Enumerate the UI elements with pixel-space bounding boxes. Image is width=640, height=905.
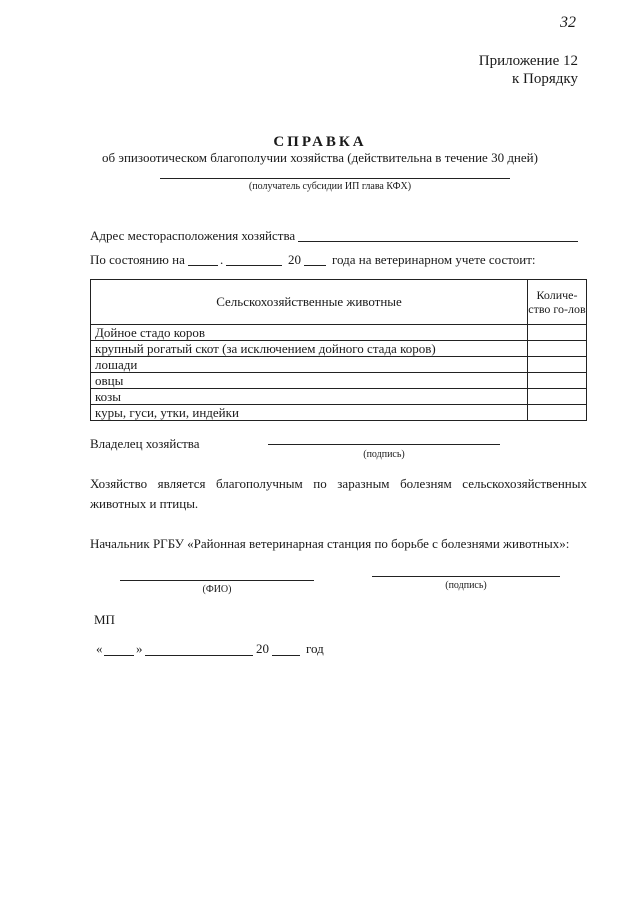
fio-line xyxy=(120,580,314,581)
status-suffix: года на ветеринарном учете состоит: xyxy=(332,252,536,267)
date-year-prefix: 20 xyxy=(256,641,269,656)
animal-count xyxy=(528,389,587,405)
head-signature-caption: (подпись) xyxy=(445,580,487,591)
appendix-reference xyxy=(479,52,578,88)
recipient-caption: (получатель субсидии ИП глава КФХ) xyxy=(248,181,412,192)
date-suffix: год xyxy=(306,641,324,656)
animals-table xyxy=(90,279,587,421)
animal-count xyxy=(528,373,587,389)
fio-caption: (ФИО) xyxy=(202,584,232,595)
animal-count xyxy=(528,341,587,357)
status-day-line xyxy=(188,265,218,266)
status-year-prefix: 20 xyxy=(288,252,301,267)
document-title: СПРАВКА xyxy=(273,134,367,150)
table-row xyxy=(91,325,587,341)
animal-name: Дойное стадо коров xyxy=(91,325,528,341)
animal-name: лошади xyxy=(91,357,528,373)
owner-label: Владелец хозяйства xyxy=(90,436,200,451)
document-subtitle: об эпизоотическом благополучии хозяйства (действительна в течение 30 дней) xyxy=(102,150,538,165)
table-row xyxy=(91,405,587,421)
welfare-statement: Хозяйство является благополучным по заразным болезням сельскохозяйственных животных и птицы. xyxy=(90,476,587,511)
head-label: Начальник РГБУ «Районная ветеринарная станция по борьбе с болезнями животных»: xyxy=(90,536,570,551)
animal-name: крупный рогатый скот (за исключением дойного стада коров) xyxy=(91,341,528,357)
table-row xyxy=(91,357,587,373)
stamp-label: МП xyxy=(94,612,115,627)
address-line xyxy=(298,241,578,242)
appendix-line-2: к Порядку xyxy=(512,71,578,87)
animal-name: овцы xyxy=(91,373,528,389)
head-signature-line xyxy=(372,576,560,577)
animal-count xyxy=(528,405,587,421)
date-quote-open: « xyxy=(96,641,103,656)
date-day-line xyxy=(104,655,134,656)
table-row xyxy=(91,389,587,405)
date-year-line xyxy=(272,655,300,656)
table-row xyxy=(91,341,587,357)
header-animals: Сельскохозяйственные животные xyxy=(91,280,528,325)
owner-signature-line xyxy=(268,444,500,445)
status-year-line xyxy=(304,265,326,266)
table-row xyxy=(91,373,587,389)
owner-signature-caption: (подпись) xyxy=(363,449,405,460)
recipient-line xyxy=(160,178,510,179)
animal-count xyxy=(528,357,587,373)
status-prefix: По состоянию на xyxy=(90,252,185,267)
animal-count xyxy=(528,325,587,341)
table-header-row xyxy=(91,280,587,325)
date-quote-close: » xyxy=(136,641,143,656)
animal-name: козы xyxy=(91,389,528,405)
date-month-line xyxy=(145,655,253,656)
status-month-line xyxy=(226,265,282,266)
header-count: Количе-ство го-лов xyxy=(528,280,587,325)
animal-name: куры, гуси, утки, индейки xyxy=(91,405,528,421)
appendix-line-1: Приложение 12 xyxy=(478,53,578,69)
page-number: 32 xyxy=(560,14,576,31)
address-label: Адрес месторасположения хозяйства xyxy=(90,228,296,243)
